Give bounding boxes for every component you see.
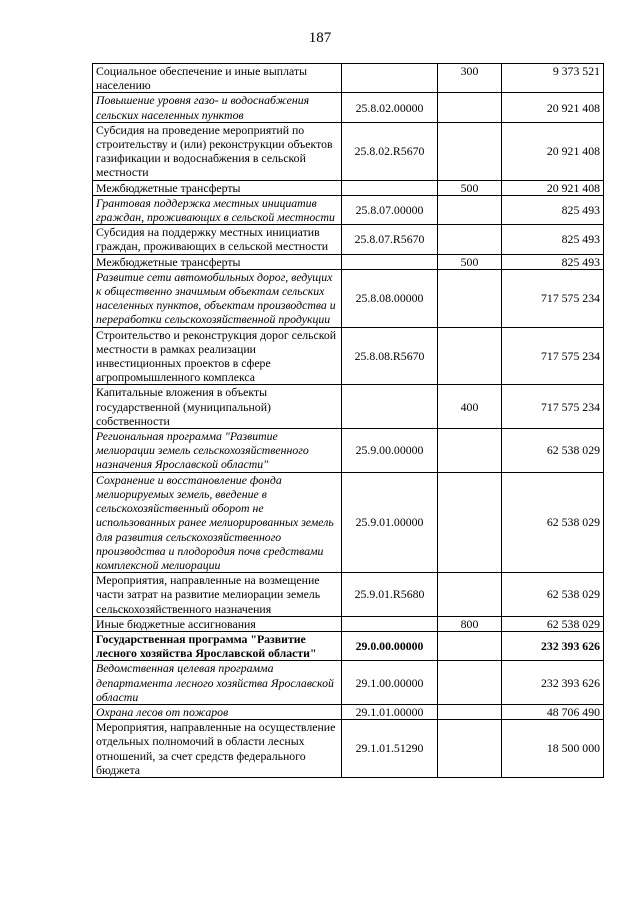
table-row: [93, 616, 604, 631]
table-row: [93, 429, 604, 473]
table-row: [93, 64, 604, 93]
row-sum-cell: 825 493: [502, 225, 604, 254]
row-code-cell: 25.9.01.00000: [342, 472, 438, 572]
table-row: [93, 254, 604, 269]
row-expense-type-cell: 500: [438, 254, 502, 269]
row-expense-type-cell: 800: [438, 616, 502, 631]
row-sum-cell: 20 921 408: [502, 93, 604, 122]
row-name-cell: Государственная программа "Развитие лесного хозяйства Ярославской области": [93, 631, 342, 660]
table-row: [93, 720, 604, 778]
row-code-cell: 25.9.00.00000: [342, 429, 438, 473]
row-sum-cell: 825 493: [502, 254, 604, 269]
row-name-cell: Ведомственная целевая программа департамента лесного хозяйства Ярославской области: [93, 661, 342, 705]
table-row: [93, 93, 604, 122]
row-sum-cell: 62 538 029: [502, 429, 604, 473]
row-expense-type-cell: [438, 122, 502, 180]
row-sum-cell: 9 373 521: [502, 64, 604, 93]
row-expense-type-cell: [438, 225, 502, 254]
table-row: [93, 385, 604, 429]
row-sum-cell: 232 393 626: [502, 631, 604, 660]
row-code-cell: 29.1.01.51290: [342, 720, 438, 778]
row-expense-type-cell: 300: [438, 64, 502, 93]
row-code-cell: 25.9.01.R5680: [342, 573, 438, 617]
row-code-cell: 25.8.08.00000: [342, 269, 438, 327]
row-name-cell: Развитие сети автомобильных дорог, ведущих к общественно значимым объектам сельских населенных пунктов, объектам производства и переработки сельскохозяйственной продукции: [93, 269, 342, 327]
row-expense-type-cell: [438, 631, 502, 660]
row-sum-cell: 232 393 626: [502, 661, 604, 705]
row-sum-cell: 18 500 000: [502, 720, 604, 778]
row-name-cell: Мероприятия, направленные на осуществление отдельных полномочий в области лесных отношений, за счет средств федерального бюджета: [93, 720, 342, 778]
row-name-cell: Иные бюджетные ассигнования: [93, 616, 342, 631]
row-code-cell: [342, 385, 438, 429]
table-row: [93, 573, 604, 617]
row-name-cell: Капитальные вложения в объекты государственной (муниципальной) собственности: [93, 385, 342, 429]
row-sum-cell: 62 538 029: [502, 573, 604, 617]
row-code-cell: [342, 254, 438, 269]
row-sum-cell: 717 575 234: [502, 327, 604, 385]
row-expense-type-cell: [438, 269, 502, 327]
row-code-cell: [342, 180, 438, 195]
row-code-cell: [342, 616, 438, 631]
row-expense-type-cell: [438, 661, 502, 705]
row-code-cell: 25.8.07.00000: [342, 195, 438, 224]
row-name-cell: Мероприятия, направленные на возмещение части затрат на развитие мелиорации земель сельскохозяйственного назначения: [93, 573, 342, 617]
row-sum-cell: 48 706 490: [502, 704, 604, 719]
row-code-cell: 29.1.00.00000: [342, 661, 438, 705]
row-code-cell: 25.8.08.R5670: [342, 327, 438, 385]
row-name-cell: Субсидия на проведение мероприятий по строительству и (или) реконструкции объектов газификации и водоснабжения в сельской местности: [93, 122, 342, 180]
row-expense-type-cell: [438, 720, 502, 778]
budget-table: [92, 63, 604, 778]
row-name-cell: Межбюджетные трансферты: [93, 180, 342, 195]
table-row: [93, 195, 604, 224]
row-expense-type-cell: [438, 429, 502, 473]
row-expense-type-cell: [438, 472, 502, 572]
row-code-cell: 29.1.01.00000: [342, 704, 438, 719]
row-name-cell: Межбюджетные трансферты: [93, 254, 342, 269]
row-name-cell: Сохранение и восстановление фонда мелиорируемых земель, введение в сельскохозяйственный оборот не использованных ранее мелиорированных земель для развития сельскохозяйственного производства и плодородия почв средствами комплексной мелиорации: [93, 472, 342, 572]
page-number: 187: [308, 30, 332, 46]
row-expense-type-cell: [438, 573, 502, 617]
table-row: [93, 180, 604, 195]
row-sum-cell: 717 575 234: [502, 385, 604, 429]
row-name-cell: Субсидия на поддержку местных инициатив граждан, проживающих в сельской местности: [93, 225, 342, 254]
row-name-cell: Социальное обеспечение и иные выплаты населению: [93, 64, 342, 93]
table-row: [93, 327, 604, 385]
row-name-cell: Охрана лесов от пожаров: [93, 704, 342, 719]
table-row: [93, 225, 604, 254]
row-sum-cell: 62 538 029: [502, 472, 604, 572]
row-sum-cell: 20 921 408: [502, 122, 604, 180]
row-code-cell: 25.8.02.R5670: [342, 122, 438, 180]
table-row: [93, 661, 604, 705]
table-row: [93, 472, 604, 572]
row-expense-type-cell: [438, 195, 502, 224]
row-sum-cell: 825 493: [502, 195, 604, 224]
row-expense-type-cell: [438, 327, 502, 385]
row-name-cell: Грантовая поддержка местных инициатив граждан, проживающих в сельской местности: [93, 195, 342, 224]
table-row: [93, 704, 604, 719]
row-sum-cell: 62 538 029: [502, 616, 604, 631]
row-expense-type-cell: 500: [438, 180, 502, 195]
row-name-cell: Строительство и реконструкция дорог сельской местности в рамках реализации инвестиционных проектов в сфере агропромышленного комплекса: [93, 327, 342, 385]
table-row: [93, 122, 604, 180]
row-code-cell: 25.8.07.R5670: [342, 225, 438, 254]
row-expense-type-cell: [438, 704, 502, 719]
table-row: [93, 631, 604, 660]
row-code-cell: 25.8.02.00000: [342, 93, 438, 122]
row-name-cell: Региональная программа "Развитие мелиорации земель сельскохозяйственного назначения Ярославской области": [93, 429, 342, 473]
row-name-cell: Повышение уровня газо- и водоснабжения сельских населенных пунктов: [93, 93, 342, 122]
row-expense-type-cell: [438, 93, 502, 122]
table-row: [93, 269, 604, 327]
row-code-cell: [342, 64, 438, 93]
row-code-cell: 29.0.00.00000: [342, 631, 438, 660]
row-sum-cell: 20 921 408: [502, 180, 604, 195]
row-sum-cell: 717 575 234: [502, 269, 604, 327]
row-expense-type-cell: 400: [438, 385, 502, 429]
